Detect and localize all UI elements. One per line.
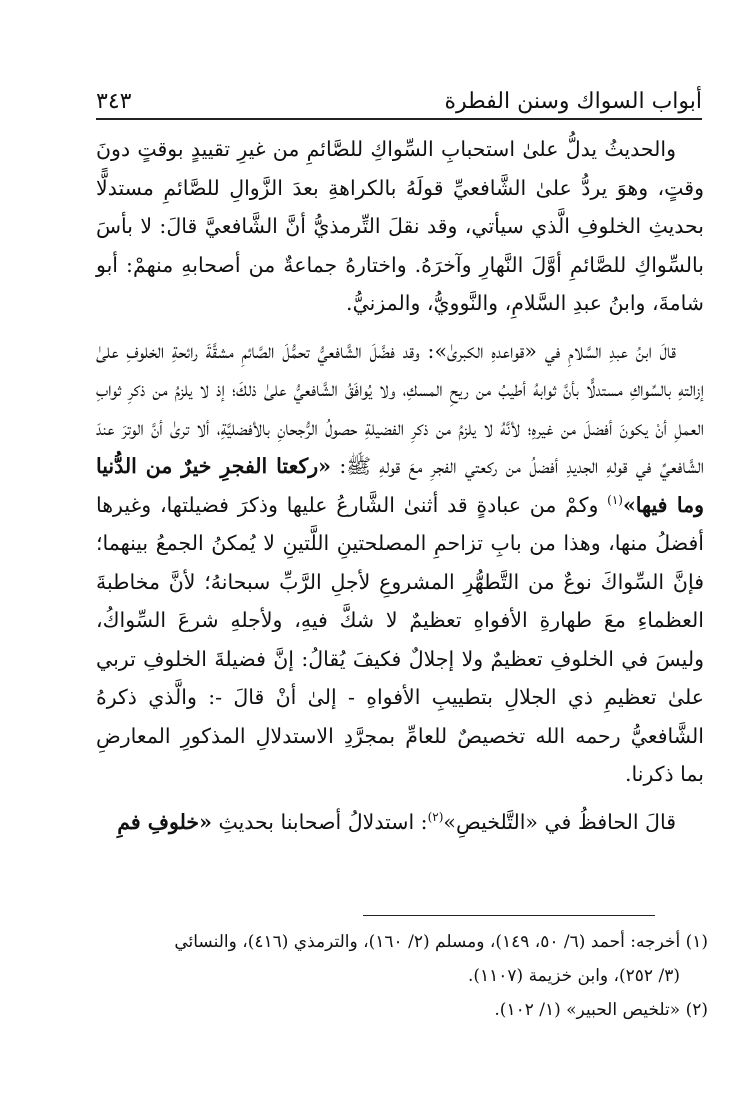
paragraph-3	[96, 803, 704, 842]
footnote-1: (١) أخرجه: أحمد (٦/ ٥٠، ١٤٩)، ومسلم (٢/ ١٦٠)، والترمذي (٤١٦)، والنسائي	[174, 932, 708, 952]
footnote-2: (٢) «تلخيص الحبير» (١/ ١٠٢).	[494, 1000, 708, 1020]
paragraph-2-continued: وكمْ من عبادةٍ قد أثنىٰ الشَّارعُ عليها وذكرَ فضيلتها، وغيرها أفضلُ منها، وهذا من بابِ تزاحمِ المصلحتينِ اللَّتينِ لا يُمكنُ الجمعُ بينهما؛ فإنَّ السِّواكَ نوعٌ من التَّطهُّرِ المشروعِ لأجلِ الرَّبِّ سبحانهُ؛ لأنَّ مخاطبةَ العظماءِ معَ طهارةِ الأفواهِ تعظيمٌ لا شكَّ فيهِ، ولأجلهِ شرعَ السِّواكُ، وليسَ في الخلوفِ تعظيمٌ ولا إجلالٌ فكيفَ يُقالُ: إنَّ فضيلةَ الخلوفِ تربي علىٰ تعظيمِ ذي الجلالِ بتطييبِ الأفواهِ - إلىٰ أنْ قالَ -: والَّذي ذكرهُ الشَّافعيُّ رحمه الله تخصيصٌ للعامِّ بمجرَّدِ الاستدلالِ المذكورِ المعارضِ بما ذكرنا.	[96, 492, 704, 786]
footnote-separator	[363, 915, 655, 916]
hadith-quote: «ركعتا الفجرِ خيرٌ من الدُّنيا وما فيها»	[96, 454, 704, 517]
paragraph-3-intro: قالَ الحافظُ في «التَّلخيصِ»	[443, 809, 676, 834]
main-text	[96, 130, 704, 841]
footnote-ref-1: (١)	[607, 492, 623, 507]
paragraph-1: والحديثُ يدلُّ علىٰ استحبابِ السِّواكِ للصَّائمِ من غيرِ تقييدٍ بوقتٍ دونَ وقتٍ، وهوَ يردُّ علىٰ الشَّافعيِّ قولَهُ بالكراهةِ بعدَ الزَّوالِ للصَّائمِ مستدلًّا بحديثِ الخلوفِ الَّذي سيأتي، وقد نقلَ التِّرمذيُّ أنَّ الشَّافعيَّ قالَ: لا بأسَ بالسِّواكِ للصَّائمِ أوَّلَ النَّهارِ وآخرَهُ. واختارهُ جماعةٌ من أصحابهِ منهمْ: أبو شامةَ، وابنُ عبدِ السَّلامِ، والنَّوويُّ، والمزنيُّ.	[96, 137, 704, 315]
footnote-ref-2: (٢)	[427, 809, 444, 824]
page-number: ٣٤٣	[96, 89, 132, 114]
paragraph-2	[96, 332, 704, 794]
running-title: أبواب السواك وسنن الفطرة	[444, 89, 702, 114]
footnotes	[96, 925, 708, 1027]
hadith-quote-2: «خلوفِ فمِ	[117, 809, 212, 834]
paragraph-3-continued: : استدلالُ أصحابنا بحديثِ	[218, 809, 428, 834]
page-header	[96, 74, 702, 120]
footnote-1-continued: (٣/ ٢٥٢)، وابن خزيمة (١١٠٧).	[467, 966, 680, 986]
paragraph-2-intro: قالَ ابنُ عبدِ السَّلامِ في «قواعدهِ الكبرىٰ»: وقد فضَّلَ الشَّافعيُّ تحمُّلَ الصَّائمِ مشقَّةَ رائحةِ الخلوفِ علىٰ إزالتهِ بالسِّواكِ مستدلًّا بأنَّ ثوابهُ أطيبُ من ريحِ المسكِ، ولا يُوافَقُ الشَّافعيُّ علىٰ ذلكَ؛ إذ لا يلزمُ من ذكرِ ثوابِ العملِ أنْ يكونَ أفضلَ من غيرهِ؛ لأنَّهُ لا يلزمُ من ذكرِ الفضيلةِ حصولُ الرُّجحانِ بالأفضليَّةِ، ألا ترىٰ أنَّ الوترَ عندَ الشَّافعيِّ في قولهِ الجديدِ أفضلُ من ركعتي الفجرِ معَ قولهِ ﷺ:	[96, 338, 704, 478]
